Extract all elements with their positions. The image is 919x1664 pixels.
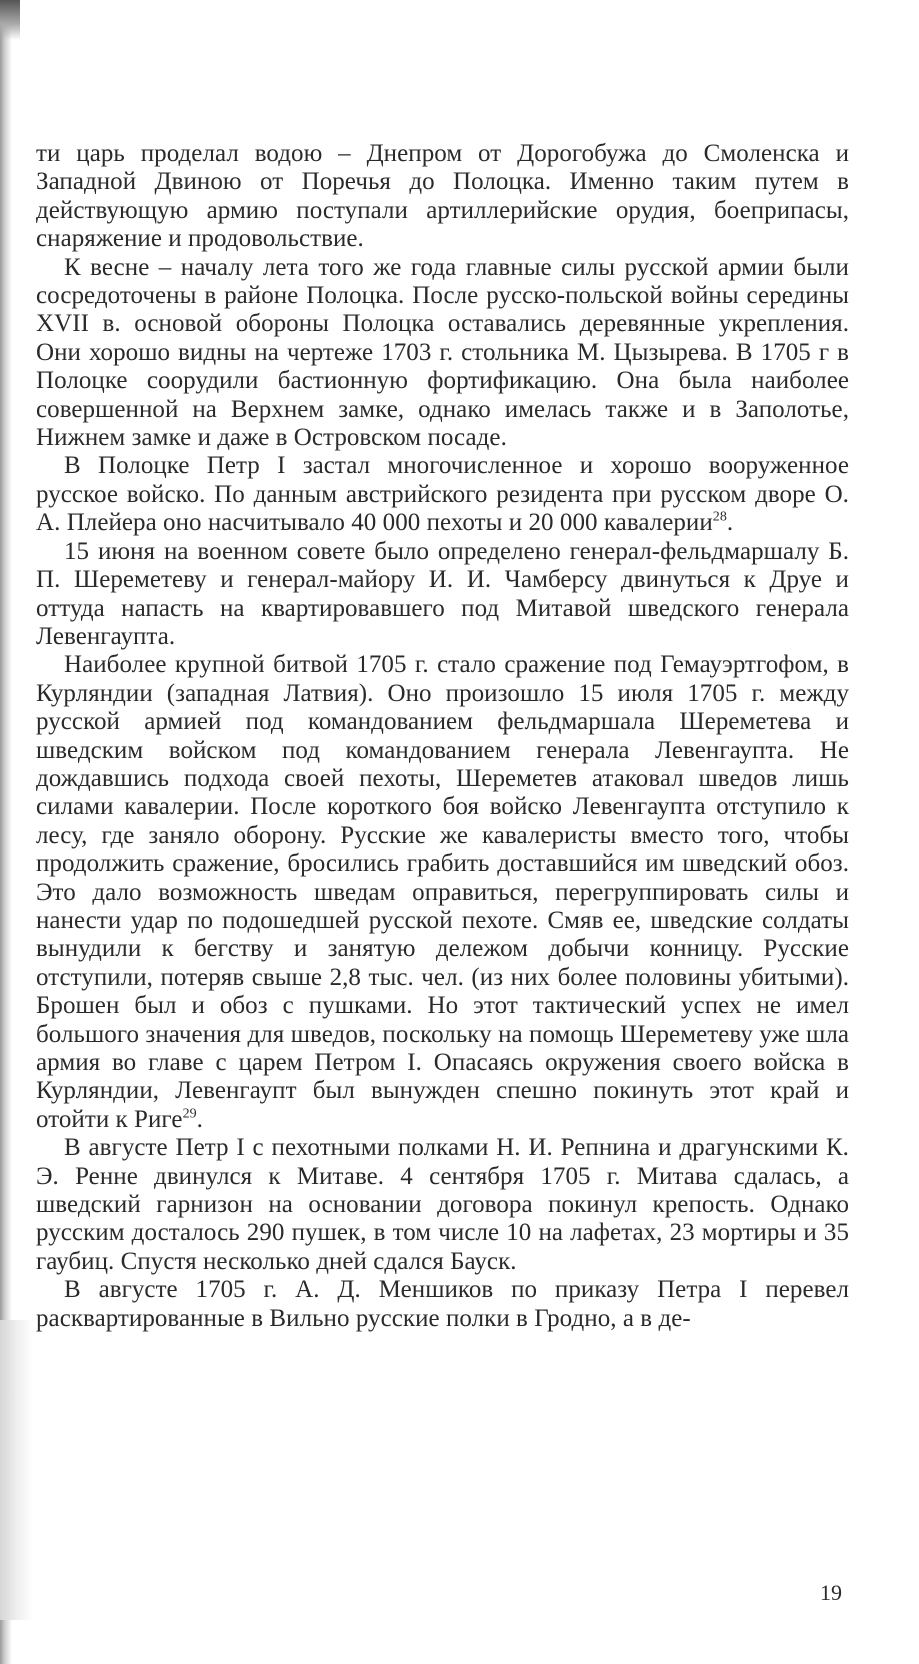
paragraph-tail: . <box>726 509 734 537</box>
paragraph-text: ти царь проделал водою – Днепром от Дорогобужа до Смоленска и Западной Двиною от Поречья до Полоцка. Именно таким путем в действующую армию поступали артиллерийские орудия, боеприпасы, снаряжение и продовольствие. <box>36 140 849 253</box>
footnote-ref-28[interactable]: 28 <box>712 509 727 525</box>
paragraph-7 <box>36 1276 849 1333</box>
paragraph-text: Наиболее крупной битвой 1705 г. стало сражение под Гемауэртгофом, в Курляндии (западная Латвия). Оно произошло 15 июля 1705 г. между русской армией под командованием фельдмаршала Шереметева и шведским войском под командованием генерала Левенгаупта. Не дождавшись подхода своей пехоты, Шереметев атаковал шведов лишь силами кавалерии. После короткого боя войско Левенгаупта отступило к лесу, где заняло оборону. Русские же кавалеристы вместо того, чтобы продолжить сражение, бросились грабить доставшийся им шведский обоз. Это дало возможность шведам оправиться, перегруппировать силы и нанести удар по подошедшей русской пехоте. Смяв ее, шведские солдаты вынудили к бегству и занятую дележом добычи конницу. Русские отступили, потеряв свыше 2,8 тыс. чел. (из них более половины убитыми). Брошен был и обоз с пушками. Но этот тактический успех не имел большого значения для шведов, поскольку на помощь Шереметеву уже шла армия во главе с царем Петром I. Опасаясь окружения своего войска в Курляндии, Левенгаупт был вынужден спешно покинуть этот край и отойти к Риге <box>36 651 849 1133</box>
page-binding-shadow <box>0 1320 34 1620</box>
body-text <box>36 140 849 1333</box>
paragraph-text: К весне – началу лета того же года главные силы русской армии были сосредоточены в районе Полоцка. После русско-польской войны середины XVII в. основой обороны Полоцка оставались деревянные укрепления. Они хорошо видны на чертеже 1703 г. стольника М. Цызырева. В 1705 г в Полоцке соорудили бастионную фортификацию. Она была наиболее совершенной на Верхнем замке, однако имелась также и в Заполотье, Нижнем замке и даже в Островском посаде. <box>36 253 849 452</box>
paragraph-text: В августе Петр I с пехотными полками Н. И. Репнина и драгунскими К. Э. Ренне двинулся к Митаве. 4 сентября 1705 г. Митава сдалась, а шведский гарнизон на основании договора покинул крепость. Однако русским досталось 290 пушек, в том числе 10 на лафетах, 23 мортиры и 35 гаубиц. Спустя несколько дней сдался Бауск. <box>36 1134 849 1275</box>
paragraph-2 <box>36 254 849 453</box>
footnote-ref-29[interactable]: 29 <box>182 1106 197 1122</box>
paragraph-text: В Полоцке Петр I застал многочисленное и хорошо вооруженное русское войско. По данным австрийского резидента при русском дворе О. А. Плейера оно насчитывало 40 000 пехоты и 20 000 кавалерии <box>36 452 849 537</box>
page-corner-shadow <box>0 0 20 40</box>
paragraph-3 <box>36 452 849 537</box>
paragraph-4 <box>36 538 849 652</box>
paragraph-6 <box>36 1134 849 1276</box>
page-number: 19 <box>820 1580 842 1605</box>
paragraph-text: В августе 1705 г. А. Д. Меншиков по приказу Петра I перевел расквартированные в Вильно русские полки в Гродно, а в де- <box>36 1276 849 1332</box>
paragraph-5 <box>36 651 849 1134</box>
paragraph-tail: . <box>196 1105 203 1133</box>
paragraph-1 <box>36 140 849 254</box>
paragraph-text: 15 июня на военном совете было определено генерал-фельдмаршалу Б. П. Шереметеву и генерал-майору И. И. Чамберсу двинуться к Друе и оттуда напасть на квартировавшего под Митавой шведского генерала Левенгаупта. <box>36 537 849 650</box>
